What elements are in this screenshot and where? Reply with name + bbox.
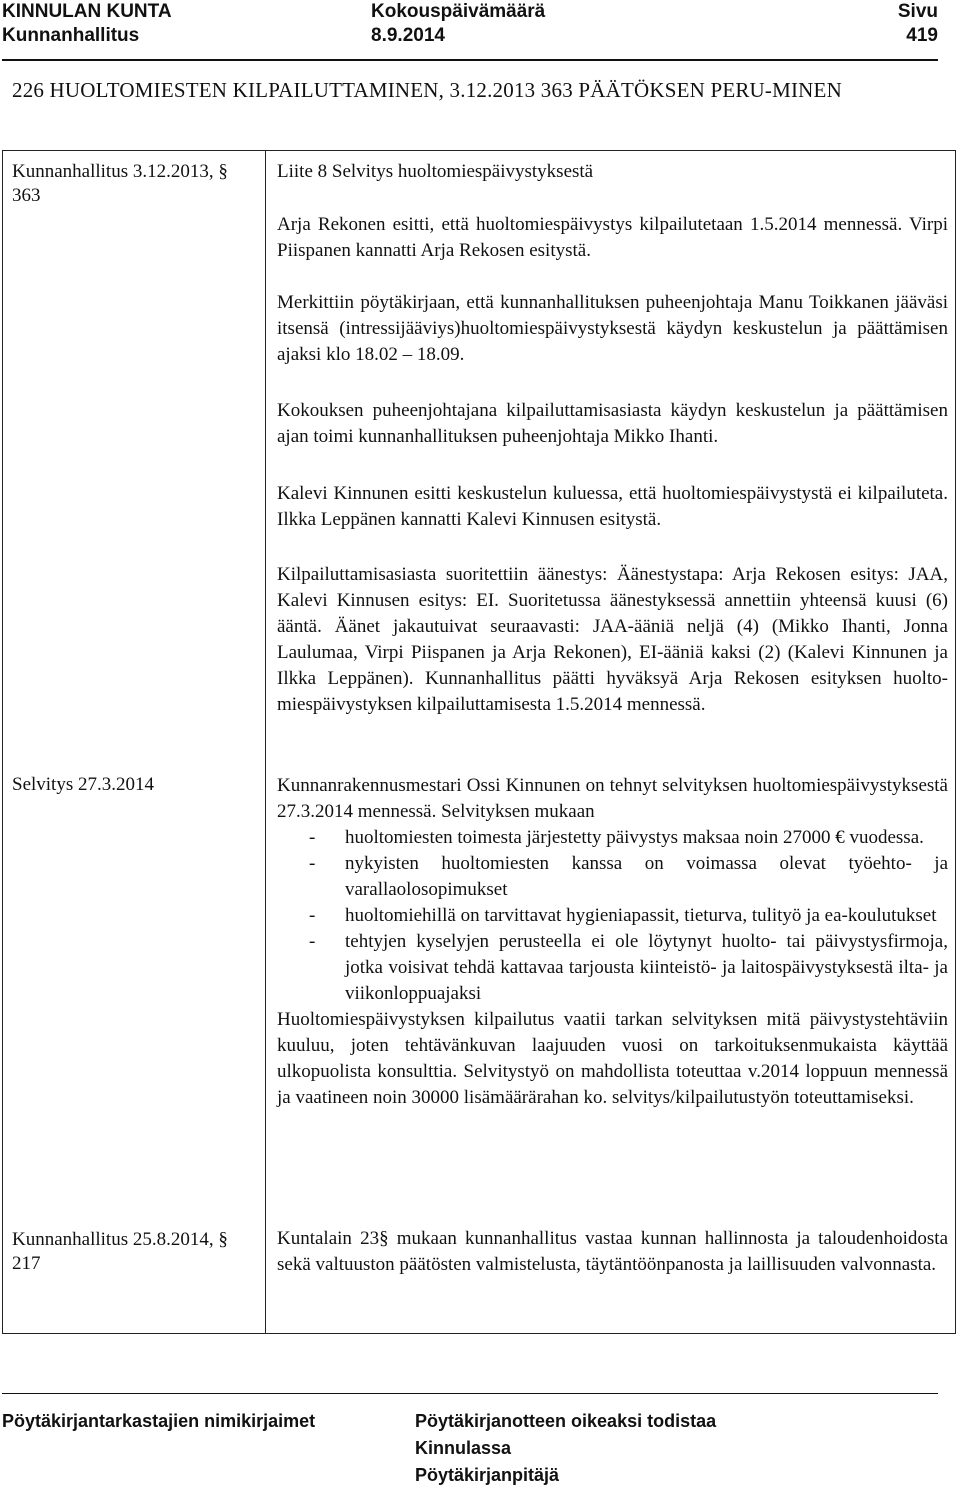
column-divider	[265, 150, 266, 1334]
footer-rule	[2, 1393, 938, 1394]
section-title: 226 HUOLTOMIESTEN KILPAILUTTAMINEN, 3.12.2013 363 PÄÄTÖKSEN PERU-MINEN	[12, 78, 842, 102]
paragraph-proposal	[277, 212, 948, 264]
header-left	[2, 0, 172, 48]
counter-proposal-text: Kalevi Kinnunen esitti keskustelun kuluessa, että huoltomiespäivystystä ei kilpailuteta. Ilkka Leppänen kannatti Kalevi Kinnusen esitystä.	[277, 483, 948, 530]
dash-bullet: -	[309, 905, 316, 926]
list-item-text: huoltomiesten toimesta järjestetty päivystys maksaa noin 27000 € vuodessa.	[345, 827, 924, 848]
attachment-text: Liite 8 Selvitys huoltomiespäivystyksestä	[277, 161, 594, 182]
document-header	[0, 0, 960, 52]
paragraph-counter-proposal	[277, 481, 948, 533]
list-item	[277, 825, 948, 851]
proposal-text: Arja Rekonen esitti, että huoltomiespäivystys kilpailutetaan 1.5.2014 mennessä. Virpi Piispanen kannatti Arja Rekosen esitystä.	[277, 214, 948, 261]
list-item	[277, 903, 948, 929]
header-right	[898, 0, 938, 48]
dash-bullet: -	[309, 931, 316, 952]
certification-place: Kinnulassa	[415, 1438, 512, 1458]
report-findings-list	[277, 825, 948, 1007]
footer-certification	[415, 1408, 716, 1489]
list-item-text: tehtyjen kyselyjen perusteella ei ole löytynyt huolto- tai päivystysfirmoja, jotka voisivat tehdä kattavaa tarjousta kiinteistö- ja laitospäivystyksestä ilta- ja viikonloppuajaksi	[345, 931, 948, 1004]
page-label: Sivu	[897, 1, 938, 22]
list-item-text: nykyisten huoltomiesten kanssa on voimassa olevat työehto- ja varallaolosopimukset	[345, 853, 948, 900]
vote-text: Kilpailuttamisasiasta suoritettiin äänestys: Äänestystapa: Arja Rekosen esitys: JAA, Kalevi Kinnusen esitys: EI. Suoritetussa äänestyksessä annettiin yhteensä kuusi (6) ääntä. Äänet jakautuivat seuraavasti: JAA-ääniä neljä (4) (Mikko Ihanti, Jonna Laulumaa, Virpi Piispanen ja Arja Rekonen), EI-ääniä kaksi (2) (Kalevi Kinnunen ja Ilkka Leppänen). Kunnanhallitus päätti hyväksyä Arja Rekosen esityksen huolto-miespäivystyksen kilpailuttamisesta 1.5.2014 mennessä.	[277, 564, 948, 715]
paragraph-report	[277, 773, 948, 1111]
label-kh-2013: Kunnanhallitus 3.12.2013, § 363	[12, 161, 228, 206]
certification-label: Pöytäkirjanotteen oikeaksi todistaa	[415, 1411, 717, 1431]
header-middle	[371, 0, 545, 48]
municipal-act-text: Kuntalain 23§ mukaan kunnanhallitus vastaa kunnan hallinnosta ja taloudenhoidosta sekä valtuuston päätösten valmistelusta, täytäntöönpanosta ja laillisuuden valvonnasta.	[277, 1228, 948, 1275]
paragraph-disqualification	[277, 290, 948, 368]
report-intro-text: Kunnanrakennusmestari Ossi Kinnunen on tehnyt selvityksen huoltomiespäivystyksestä 27.3.2014 mennessä. Selvityksen mukaan	[277, 775, 948, 822]
disqualification-text: Merkittiin pöytäkirjaan, että kunnanhallituksen puheenjohtaja Manu Toikkanen jääväsi itsensä (intressijääviys)huoltomiespäivystyksestä käydyn keskustelun ja päättämisen ajaksi klo 18.02 – 18.09.	[277, 292, 948, 365]
paragraph-municipal-act	[277, 1226, 948, 1278]
municipality-name: KINNULAN KUNTA	[2, 1, 172, 22]
header-rule	[2, 59, 938, 61]
meeting-date: 8.9.2014	[371, 25, 445, 46]
list-item-text: huoltomiehillä on tarvittavat hygieniapassit, tieturva, tulityö ja ea-koulutukset	[345, 905, 937, 926]
chair-text: Kokouksen puheenjohtajana kilpailuttamisasiasta käydyn keskustelun ja päättämisen ajan toimi kunnanhallituksen puheenjohtaja Mikko Ihanti.	[277, 400, 948, 447]
meeting-date-label: Kokouspäivämäärä	[371, 1, 546, 22]
paragraph-attachment	[277, 159, 948, 185]
paragraph-vote	[277, 562, 948, 718]
dash-bullet: -	[309, 827, 316, 848]
minutes-keeper-label: Pöytäkirjanpitäjä	[415, 1465, 560, 1485]
label-selvitys: Selvitys 27.3.2014	[12, 774, 154, 795]
organ-name: Kunnanhallitus	[2, 25, 140, 46]
dash-bullet: -	[309, 853, 316, 874]
consultant-text: Huoltomiespäivystyksen kilpailutus vaatii tarkan selvityksen mitä päivystystehtäviin kuuluu, joten tehtävänkuvan laajuuden vuosi on tarkoituksenmukaista käyttää ulkopuolista konsulttia. Selvitystyö on mahdollista toteuttaa v.2014 loppuun mennessä ja vaatineen noin 30000 lisämäärärahan ko. selvitys/kilpailutustyön toteuttamiseksi.	[277, 1009, 948, 1108]
paragraph-chair	[277, 398, 948, 450]
list-item	[277, 851, 948, 903]
list-item	[277, 929, 948, 1007]
page-number: 419	[906, 25, 938, 46]
label-kh-2014: Kunnanhallitus 25.8.2014, § 217	[12, 1229, 228, 1274]
footer-initials-label: Pöytäkirjantarkastajien nimikirjaimet	[2, 1411, 316, 1431]
